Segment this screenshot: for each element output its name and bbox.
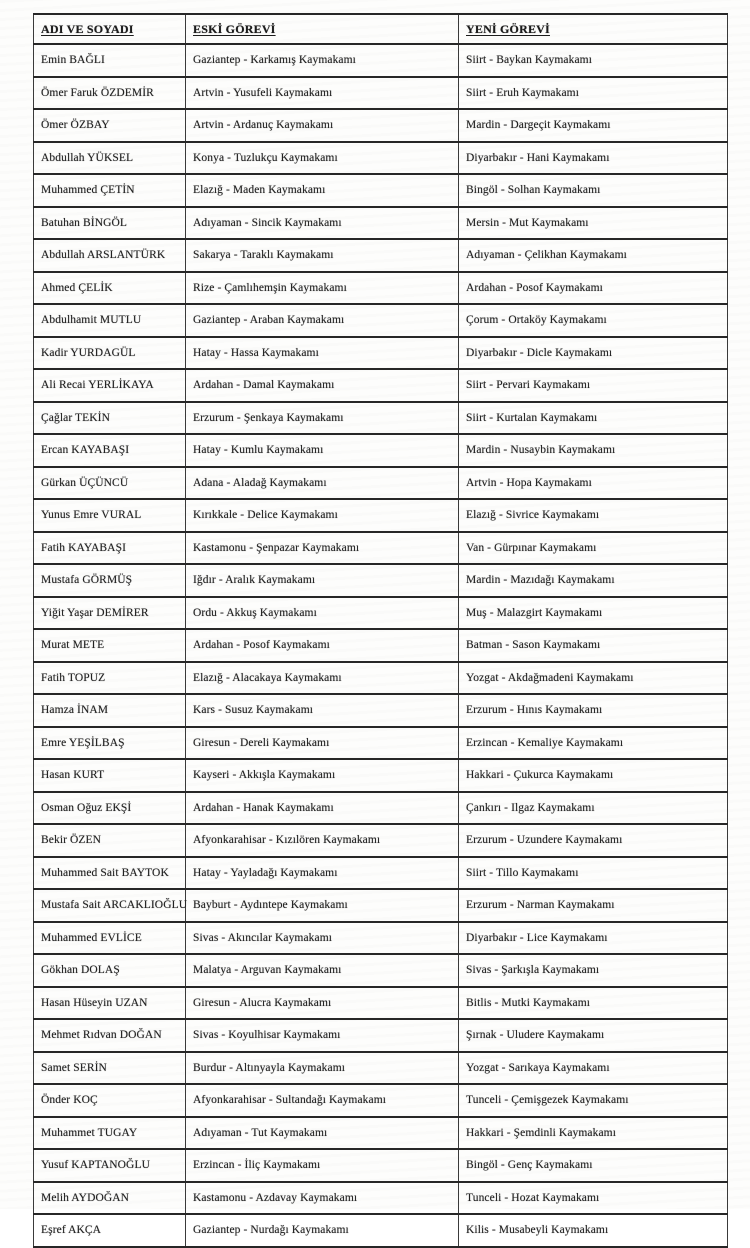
cell-new-duty: Elazığ - Sivrice Kaymakamı bbox=[459, 499, 728, 532]
table-row bbox=[34, 694, 728, 727]
cell-old-duty: Bayburt - Aydıntepe Kaymakamı bbox=[186, 889, 459, 922]
cell-old-duty: Ardahan - Hanak Kaymakamı bbox=[186, 792, 459, 825]
cell-new-duty: Yozgat - Akdağmadeni Kaymakamı bbox=[459, 662, 728, 695]
cell-old-duty: Hatay - Yayladağı Kaymakamı bbox=[186, 857, 459, 890]
cell-name: Emin BAĞLI bbox=[34, 44, 186, 77]
cell-new-duty: Diyarbakır - Lice Kaymakamı bbox=[459, 922, 728, 955]
cell-old-duty: Gaziantep - Nurdağı Kaymakamı bbox=[186, 1214, 459, 1247]
cell-name: Eşref AKÇA bbox=[34, 1214, 186, 1247]
table-row bbox=[34, 987, 728, 1020]
cell-old-duty: Hatay - Kumlu Kaymakamı bbox=[186, 434, 459, 467]
cell-new-duty: Artvin - Hopa Kaymakamı bbox=[459, 467, 728, 500]
cell-old-duty: Kastamonu - Azdavay Kaymakamı bbox=[186, 1182, 459, 1215]
cell-new-duty: Mardin - Dargeçit Kaymakamı bbox=[459, 109, 728, 142]
cell-name: Muhammed ÇETİN bbox=[34, 174, 186, 207]
cell-old-duty: Kayseri - Akkışla Kaymakamı bbox=[186, 759, 459, 792]
cell-new-duty: Şırnak - Uludere Kaymakamı bbox=[459, 1019, 728, 1052]
cell-new-duty: Sivas - Şarkışla Kaymakamı bbox=[459, 954, 728, 987]
table-row bbox=[34, 759, 728, 792]
cell-name: Çağlar TEKİN bbox=[34, 402, 186, 435]
cell-name: Gürkan ÜÇÜNCÜ bbox=[34, 467, 186, 500]
table-row bbox=[34, 239, 728, 272]
cell-new-duty: Kilis - Musabeyli Kaymakamı bbox=[459, 1214, 728, 1247]
table-row bbox=[34, 1117, 728, 1150]
cell-name: Bekir ÖZEN bbox=[34, 824, 186, 857]
table-row bbox=[34, 662, 728, 695]
table-row bbox=[34, 434, 728, 467]
cell-old-duty: Burdur - Altınyayla Kaymakamı bbox=[186, 1052, 459, 1085]
cell-name: Melih AYDOĞAN bbox=[34, 1182, 186, 1215]
cell-old-duty: Erzurum - Şenkaya Kaymakamı bbox=[186, 402, 459, 435]
cell-old-duty: Erzincan - İliç Kaymakamı bbox=[186, 1149, 459, 1182]
cell-name: Muhammed EVLİCE bbox=[34, 922, 186, 955]
cell-new-duty: Van - Gürpınar Kaymakamı bbox=[459, 532, 728, 565]
table-row bbox=[34, 629, 728, 662]
table-row bbox=[34, 44, 728, 77]
cell-new-duty: Tunceli - Hozat Kaymakamı bbox=[459, 1182, 728, 1215]
cell-new-duty: Bitlis - Mutki Kaymakamı bbox=[459, 987, 728, 1020]
cell-new-duty: Çorum - Ortaköy Kaymakamı bbox=[459, 304, 728, 337]
table-row bbox=[34, 402, 728, 435]
cell-new-duty: Batman - Sason Kaymakamı bbox=[459, 629, 728, 662]
table-row bbox=[34, 499, 728, 532]
cell-new-duty: Erzincan - Kemaliye Kaymakamı bbox=[459, 727, 728, 760]
cell-new-duty: Mersin - Mut Kaymakamı bbox=[459, 207, 728, 240]
cell-new-duty: Yozgat - Sarıkaya Kaymakamı bbox=[459, 1052, 728, 1085]
cell-new-duty: Siirt - Pervari Kaymakamı bbox=[459, 369, 728, 402]
cell-old-duty: Afyonkarahisar - Sultandağı Kaymakamı bbox=[186, 1084, 459, 1117]
table-row bbox=[34, 142, 728, 175]
cell-name: Yusuf KAPTANOĞLU bbox=[34, 1149, 186, 1182]
cell-name: Abdullah ARSLANTÜRK bbox=[34, 239, 186, 272]
cell-new-duty: Siirt - Tillo Kaymakamı bbox=[459, 857, 728, 890]
cell-name: Mehmet Rıdvan DOĞAN bbox=[34, 1019, 186, 1052]
cell-old-duty: Malatya - Arguvan Kaymakamı bbox=[186, 954, 459, 987]
cell-old-duty: Kars - Susuz Kaymakamı bbox=[186, 694, 459, 727]
cell-name: Hasan Hüseyin UZAN bbox=[34, 987, 186, 1020]
cell-new-duty: Hakkari - Çukurca Kaymakamı bbox=[459, 759, 728, 792]
cell-name: Muhammet TUGAY bbox=[34, 1117, 186, 1150]
cell-new-duty: Siirt - Kurtalan Kaymakamı bbox=[459, 402, 728, 435]
table-row bbox=[34, 889, 728, 922]
column-header-name: ADI VE SOYADI bbox=[34, 14, 186, 44]
table-row bbox=[34, 77, 728, 110]
cell-name: Samet SERİN bbox=[34, 1052, 186, 1085]
cell-new-duty: Erzurum - Narman Kaymakamı bbox=[459, 889, 728, 922]
cell-new-duty: Siirt - Baykan Kaymakamı bbox=[459, 44, 728, 77]
cell-old-duty: Hatay - Hassa Kaymakamı bbox=[186, 337, 459, 370]
cell-name: Mustafa Sait ARCAKLIOĞLU bbox=[34, 889, 186, 922]
cell-old-duty: Ardahan - Damal Kaymakamı bbox=[186, 369, 459, 402]
cell-old-duty: Rize - Çamlıhemşin Kaymakamı bbox=[186, 272, 459, 305]
cell-old-duty: Giresun - Alucra Kaymakamı bbox=[186, 987, 459, 1020]
table-row bbox=[34, 467, 728, 500]
cell-name: Osman Oğuz EKŞİ bbox=[34, 792, 186, 825]
cell-old-duty: Sakarya - Taraklı Kaymakamı bbox=[186, 239, 459, 272]
cell-name: Yunus Emre VURAL bbox=[34, 499, 186, 532]
table-row bbox=[34, 922, 728, 955]
cell-name: Hasan KURT bbox=[34, 759, 186, 792]
cell-old-duty: Kastamonu - Şenpazar Kaymakamı bbox=[186, 532, 459, 565]
cell-new-duty: Hakkari - Şemdinli Kaymakamı bbox=[459, 1117, 728, 1150]
cell-old-duty: Gaziantep - Karkamış Kaymakamı bbox=[186, 44, 459, 77]
table-row bbox=[34, 1052, 728, 1085]
cell-name: Yiğit Yaşar DEMİRER bbox=[34, 597, 186, 630]
cell-name: Hamza İNAM bbox=[34, 694, 186, 727]
cell-name: Muhammed Sait BAYTOK bbox=[34, 857, 186, 890]
cell-old-duty: Gaziantep - Araban Kaymakamı bbox=[186, 304, 459, 337]
cell-old-duty: Artvin - Yusufeli Kaymakamı bbox=[186, 77, 459, 110]
table-row bbox=[34, 1084, 728, 1117]
table-row bbox=[34, 792, 728, 825]
cell-new-duty: Mardin - Mazıdağı Kaymakamı bbox=[459, 564, 728, 597]
cell-old-duty: Giresun - Dereli Kaymakamı bbox=[186, 727, 459, 760]
cell-name: Ali Recai YERLİKAYA bbox=[34, 369, 186, 402]
cell-new-duty: Muş - Malazgirt Kaymakamı bbox=[459, 597, 728, 630]
cell-name: Abdullah YÜKSEL bbox=[34, 142, 186, 175]
cell-old-duty: Kırıkkale - Delice Kaymakamı bbox=[186, 499, 459, 532]
cell-name: Fatih TOPUZ bbox=[34, 662, 186, 695]
cell-new-duty: Erzurum - Hınıs Kaymakamı bbox=[459, 694, 728, 727]
cell-old-duty: Iğdır - Aralık Kaymakamı bbox=[186, 564, 459, 597]
column-header-new-duty: YENİ GÖREVİ bbox=[459, 14, 728, 44]
header-row bbox=[34, 14, 728, 44]
cell-new-duty: Bingöl - Solhan Kaymakamı bbox=[459, 174, 728, 207]
table-row bbox=[34, 109, 728, 142]
column-header-old-duty: ESKİ GÖREVİ bbox=[186, 14, 459, 44]
table-row bbox=[34, 337, 728, 370]
table-row bbox=[34, 824, 728, 857]
table-row bbox=[34, 954, 728, 987]
table-row bbox=[34, 1182, 728, 1215]
cell-name: Abdulhamit MUTLU bbox=[34, 304, 186, 337]
cell-old-duty: Ordu - Akkuş Kaymakamı bbox=[186, 597, 459, 630]
cell-old-duty: Sivas - Koyulhisar Kaymakamı bbox=[186, 1019, 459, 1052]
table-row bbox=[34, 564, 728, 597]
table-row bbox=[34, 207, 728, 240]
cell-new-duty: Çankırı - Ilgaz Kaymakamı bbox=[459, 792, 728, 825]
table-row bbox=[34, 597, 728, 630]
table-row bbox=[34, 532, 728, 565]
cell-new-duty: Siirt - Eruh Kaymakamı bbox=[459, 77, 728, 110]
cell-new-duty: Adıyaman - Çelikhan Kaymakamı bbox=[459, 239, 728, 272]
table-row bbox=[34, 857, 728, 890]
table-body bbox=[34, 44, 728, 1247]
cell-name: Mustafa GÖRMÜŞ bbox=[34, 564, 186, 597]
cell-new-duty: Ardahan - Posof Kaymakamı bbox=[459, 272, 728, 305]
cell-new-duty: Erzurum - Uzundere Kaymakamı bbox=[459, 824, 728, 857]
cell-name: Gökhan DOLAŞ bbox=[34, 954, 186, 987]
cell-name: Ömer Faruk ÖZDEMİR bbox=[34, 77, 186, 110]
cell-name: Batuhan BİNGÖL bbox=[34, 207, 186, 240]
cell-old-duty: Adıyaman - Sincik Kaymakamı bbox=[186, 207, 459, 240]
cell-old-duty: Adana - Aladağ Kaymakamı bbox=[186, 467, 459, 500]
table-row bbox=[34, 369, 728, 402]
table-row bbox=[34, 727, 728, 760]
cell-new-duty: Diyarbakır - Hani Kaymakamı bbox=[459, 142, 728, 175]
cell-name: Emre YEŞİLBAŞ bbox=[34, 727, 186, 760]
cell-old-duty: Sivas - Akıncılar Kaymakamı bbox=[186, 922, 459, 955]
cell-new-duty: Tunceli - Çemişgezek Kaymakamı bbox=[459, 1084, 728, 1117]
table-row bbox=[34, 304, 728, 337]
cell-old-duty: Adıyaman - Tut Kaymakamı bbox=[186, 1117, 459, 1150]
cell-name: Fatih KAYABAŞI bbox=[34, 532, 186, 565]
cell-name: Murat METE bbox=[34, 629, 186, 662]
cell-new-duty: Mardin - Nusaybin Kaymakamı bbox=[459, 434, 728, 467]
assignments-table bbox=[33, 13, 728, 1248]
table-row bbox=[34, 174, 728, 207]
table-row bbox=[34, 1149, 728, 1182]
cell-old-duty: Artvin - Ardanuç Kaymakamı bbox=[186, 109, 459, 142]
cell-new-duty: Bingöl - Genç Kaymakamı bbox=[459, 1149, 728, 1182]
cell-old-duty: Ardahan - Posof Kaymakamı bbox=[186, 629, 459, 662]
table-row bbox=[34, 272, 728, 305]
table-row bbox=[34, 1214, 728, 1247]
cell-old-duty: Konya - Tuzlukçu Kaymakamı bbox=[186, 142, 459, 175]
cell-name: Ahmed ÇELİK bbox=[34, 272, 186, 305]
cell-old-duty: Afyonkarahisar - Kızılören Kaymakamı bbox=[186, 824, 459, 857]
cell-new-duty: Diyarbakır - Dicle Kaymakamı bbox=[459, 337, 728, 370]
cell-name: Ercan KAYABAŞI bbox=[34, 434, 186, 467]
cell-name: Kadir YURDAGÜL bbox=[34, 337, 186, 370]
cell-name: Ömer ÖZBAY bbox=[34, 109, 186, 142]
cell-old-duty: Elazığ - Alacakaya Kaymakamı bbox=[186, 662, 459, 695]
table-row bbox=[34, 1019, 728, 1052]
cell-name: Önder KOÇ bbox=[34, 1084, 186, 1117]
cell-old-duty: Elazığ - Maden Kaymakamı bbox=[186, 174, 459, 207]
